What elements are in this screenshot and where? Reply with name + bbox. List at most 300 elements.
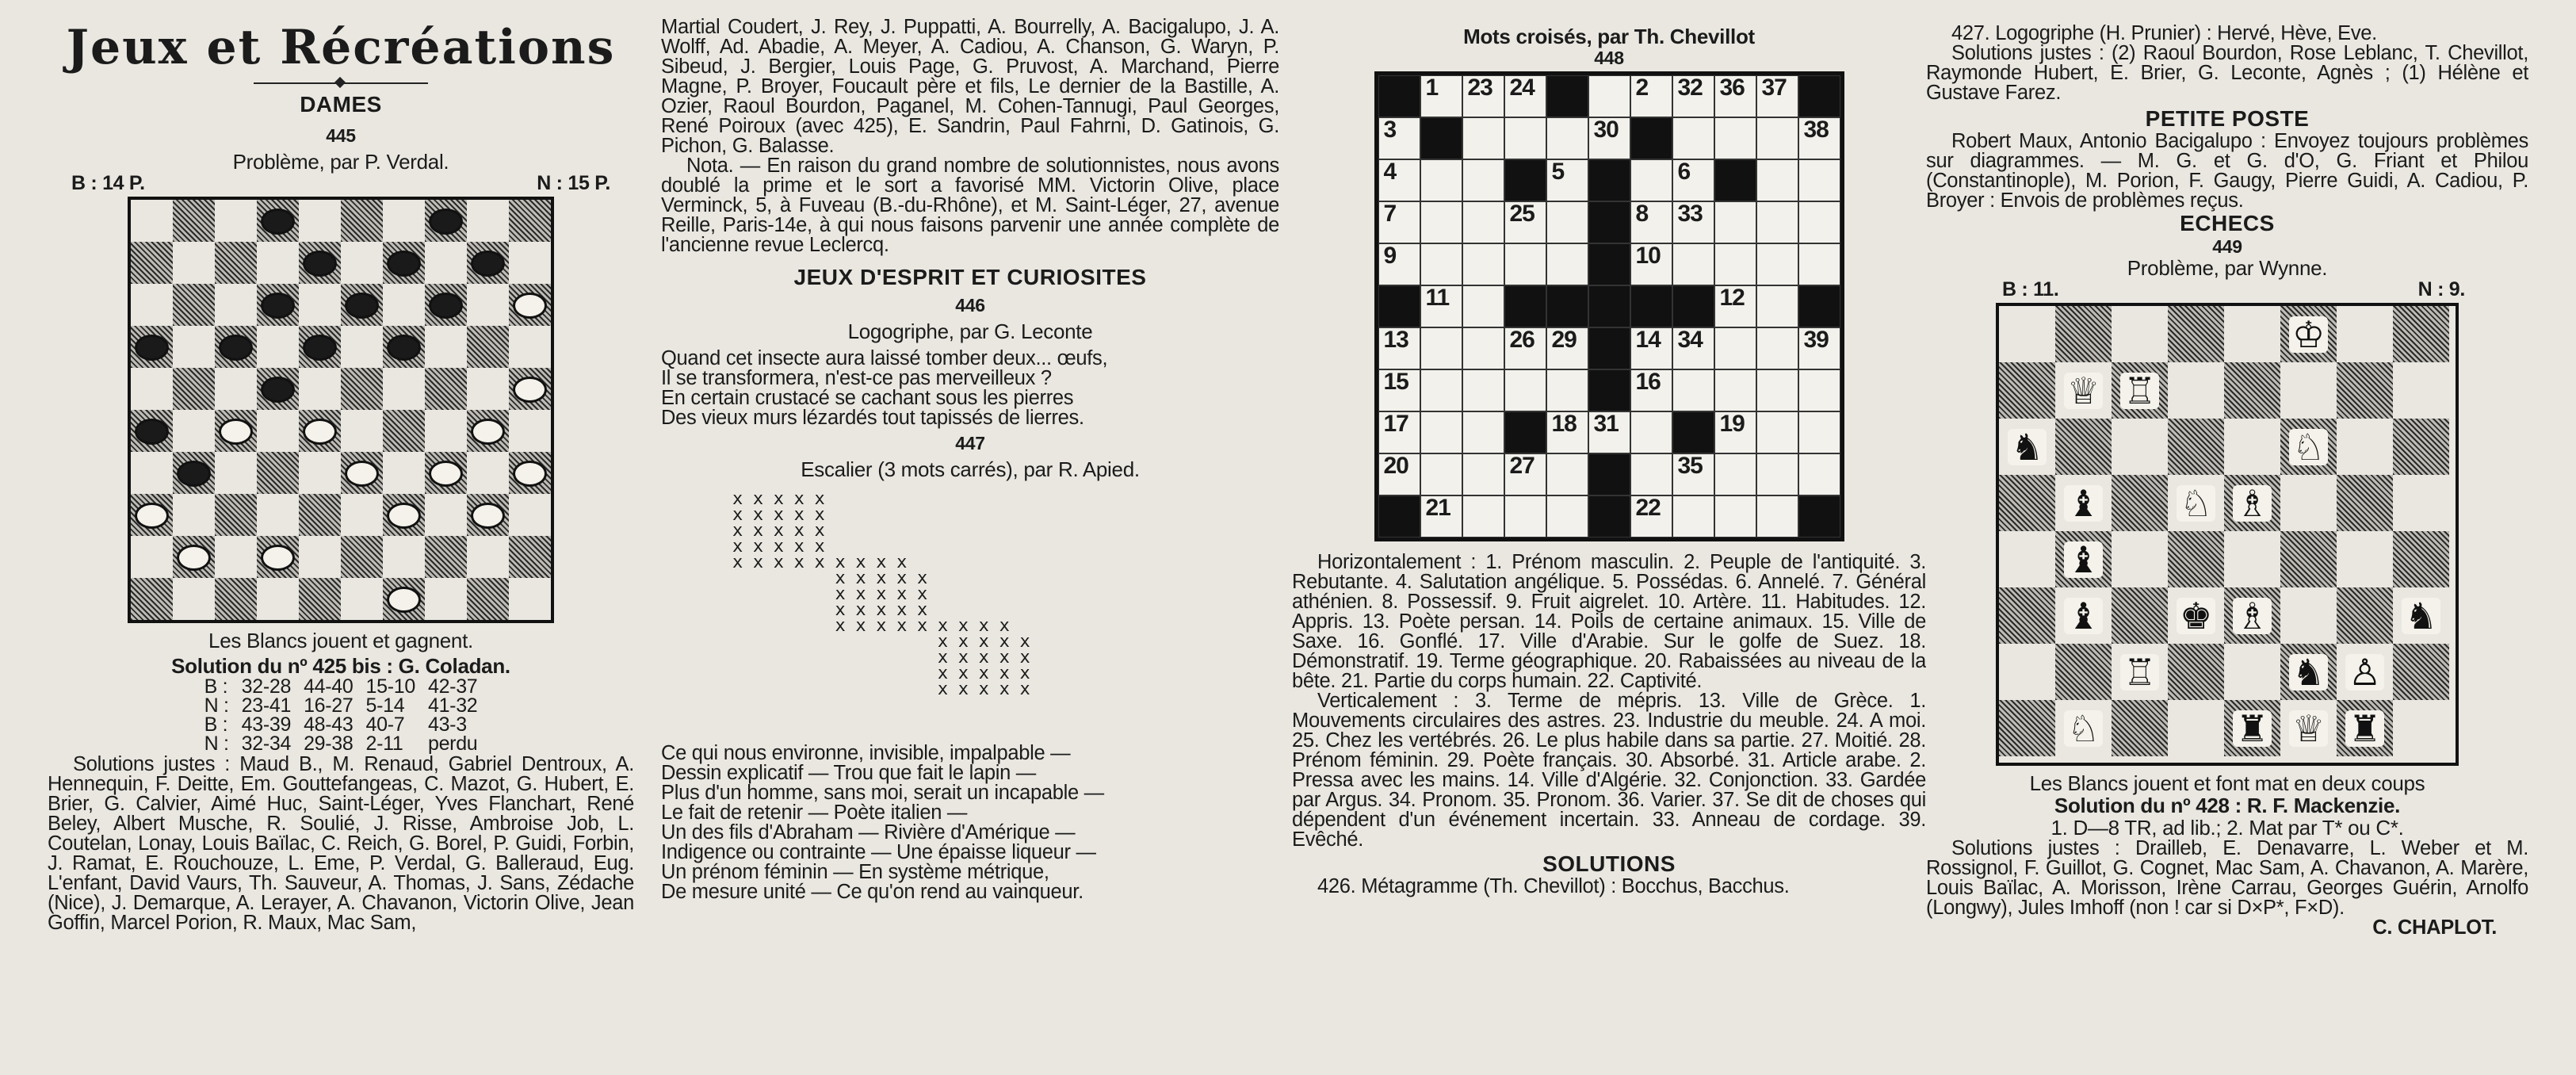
- crossword-cell: [1756, 453, 1798, 495]
- board-square: [257, 326, 299, 368]
- board-square: [383, 200, 425, 242]
- board-square: [383, 284, 425, 326]
- crossword-cell-number: 25: [1509, 201, 1535, 227]
- white-checker-piece: [177, 545, 211, 571]
- crossword-cell: [1756, 411, 1798, 453]
- solution-cell: 48-43: [304, 713, 354, 736]
- crossword-cell-number: 36: [1719, 75, 1745, 101]
- board-square: [341, 494, 383, 536]
- crossword-cell: [1756, 327, 1798, 369]
- crossword-black-cell: [1714, 159, 1756, 201]
- escalier-clues: [661, 744, 1279, 902]
- chess-piece: ♞: [2289, 654, 2328, 691]
- crossword-cell: [1588, 411, 1630, 453]
- crossword-cell: [1462, 117, 1504, 159]
- crossword-cell-number: 33: [1677, 201, 1703, 227]
- title-ornament: [254, 78, 428, 89]
- solvers-continued: Martial Coudert, J. Rey, J. Puppatti, A. Bourrelly, A. Bacigalupo, J. A. Wolff, Ad. Abadie, A. Meyer, A. Cadiou, A. Chanson, G. Waryn, P. Sibeud, J. Bergier, Louis Page, G. Pruvost, A. Marchand, Pierre Magne, P. Broyer, Foucault père et fils, Le dernier de la Bastille, A. Ozier, Raoul Bourdon, Paganel, M. Cohen-Tannugi, Paul Georges, René Poiroux (avec 425), E. Sandrin, Paul Fahrni, D. Gatinois, G. Pichon, G. Balasse.: [661, 16, 1279, 157]
- crossword-cell: [1798, 453, 1840, 495]
- board-square: [173, 242, 215, 284]
- chess-square: [2224, 475, 2280, 531]
- chess-piece: ♜: [2345, 710, 2384, 747]
- crossword-cell: [1462, 327, 1504, 369]
- chess-number: 449: [2212, 236, 2242, 257]
- crossword-cell: [1504, 243, 1546, 285]
- chess-piece: ♕: [2289, 710, 2328, 747]
- chess-square: [2055, 306, 2112, 362]
- chess-square: [2393, 644, 2449, 700]
- crossword-cell: [1462, 201, 1504, 243]
- crossword-cell: [1420, 411, 1462, 453]
- chess-square: [2112, 587, 2168, 644]
- crossword-cell: [1714, 411, 1756, 453]
- crossword-cell: [1672, 159, 1714, 201]
- solution-cell: 29-38: [304, 733, 354, 755]
- crossword-black-cell: [1588, 285, 1630, 327]
- crossword-cell: [1714, 243, 1756, 285]
- crossword-black-cell: [1378, 285, 1420, 327]
- crossword-cell-number: 16: [1635, 369, 1661, 395]
- crossword-cell-number: 27: [1509, 453, 1535, 479]
- chess-piece: ♖: [2120, 654, 2159, 691]
- crossword-cell: [1756, 243, 1798, 285]
- column-mots-croises: [1292, 0, 1926, 1075]
- crossword-cell: [1714, 369, 1756, 411]
- solution-cell: perdu: [427, 733, 478, 755]
- crossword-cell-number: 17: [1383, 411, 1408, 437]
- board-square: [341, 578, 383, 620]
- board-square: [383, 536, 425, 578]
- chess-square: [2112, 700, 2168, 756]
- poem-line: En certain crustacé se cachant sous les pierres: [661, 387, 1074, 409]
- board-square: [425, 536, 467, 578]
- chess-piece: ♔: [2289, 316, 2328, 353]
- crossword-black-cell: [1378, 75, 1420, 117]
- board-square: [467, 284, 509, 326]
- signature: C. CHAPLOT.: [2372, 916, 2497, 939]
- board-square: [299, 494, 341, 536]
- crossword-cell: [1378, 327, 1420, 369]
- nota-text: Nota. — En raison du grand nombre de solutionnistes, nous avons doublé la prime et le sort a favorisé MM. Victorin Olive, place Verminck, 5, à Fuveau (B.-du-Rhône), et M. Saint-Léger, 27, avenue Reille, Paris-14e, à qui nous faisons parvenir une année complète de l'ancienne revue Leclercq.: [661, 155, 1279, 256]
- chess-square: [2224, 306, 2280, 362]
- chess-black-count: N : 9.: [2417, 278, 2465, 300]
- board-square: [215, 452, 257, 494]
- solution-row: [198, 677, 484, 696]
- board-square: [509, 578, 551, 620]
- solution-cell: 44-40: [304, 675, 354, 698]
- crossword-grid: [1374, 71, 1844, 541]
- crossword-black-cell: [1504, 411, 1546, 453]
- crossword-cell: [1504, 327, 1546, 369]
- board-square: [509, 200, 551, 242]
- crossword-cell: [1714, 75, 1756, 117]
- chess-square: [2280, 700, 2337, 756]
- board-square: [383, 410, 425, 452]
- chess-piece: ♝: [2064, 598, 2103, 634]
- poem-line: Quand cet insecte aura laissé tomber deux... œufs,: [661, 347, 1108, 369]
- crossword-cell: [1798, 411, 1840, 453]
- chess-square: [2393, 700, 2449, 756]
- board-square: [299, 368, 341, 410]
- crossword-horizontal: Horizontalement : 1. Prénom masculin. 2. Peuple de l'antiquité. 3. Rebutante. 4. Salutation angélique. 5. Possédas. 6. Annelé. 7. Général athénien. 8. Possessif. 9. Fruit aigrelet. 10. Artère. 11. Habitudes. 12. Appris. 13. Poète persan. 14. Poils de certaine animaux. 15. Ville de Saxe. 16. Gonflé. 17. Ville d'Arabie. Sur le golfe de Suez. 18. Démonstratif. 19. Terme géographique. 20. Rabaissées au niveau de la bête. 21. Partie du corps humain. 22. Captivité.: [1292, 551, 1926, 692]
- black-checker-piece: [303, 251, 337, 277]
- crossword-cell: [1672, 327, 1714, 369]
- crossword-cell-number: 23: [1467, 75, 1492, 101]
- crossword-cell: [1672, 453, 1714, 495]
- crossword-cell: [1504, 453, 1546, 495]
- board-square: [215, 368, 257, 410]
- piece-counts: [48, 173, 634, 193]
- crossword-cell-number: 1: [1425, 75, 1439, 101]
- crossword-cell: [1756, 159, 1798, 201]
- board-square: [173, 368, 215, 410]
- crossword-cell: [1714, 495, 1756, 538]
- board-square: [257, 410, 299, 452]
- board-square: [173, 326, 215, 368]
- crossword-cell: [1462, 369, 1504, 411]
- board-square: [425, 494, 467, 536]
- white-checker-piece: [345, 461, 379, 487]
- white-checker-piece: [429, 461, 463, 487]
- chess-square: [2168, 531, 2224, 587]
- crossword-cell: [1756, 495, 1798, 538]
- solution-cell: 43-3: [427, 713, 467, 736]
- white-checker-piece: [219, 419, 253, 445]
- board-square: [215, 578, 257, 620]
- crossword-cell-number: 18: [1551, 411, 1577, 437]
- white-checker-piece: [387, 503, 421, 529]
- board-square: [299, 284, 341, 326]
- crossword-cell: [1420, 201, 1462, 243]
- chess-square: [2393, 531, 2449, 587]
- board-square: [467, 326, 509, 368]
- solution-cell: B :: [204, 675, 228, 698]
- chess-solution-title: Solution du nº 428 : R. F. Mackenzie.: [2054, 794, 2401, 817]
- chess-piece: ♚: [2177, 598, 2215, 634]
- crossword-cell: [1672, 201, 1714, 243]
- crossword-cell: [1714, 117, 1756, 159]
- crossword-cell-number: 9: [1383, 243, 1397, 269]
- column-echecs: [1926, 0, 2528, 1075]
- dames-heading: DAMES: [300, 92, 382, 117]
- board-square: [215, 536, 257, 578]
- crossword-cell: [1378, 201, 1420, 243]
- chess-square: [2280, 306, 2337, 362]
- crossword-cell: [1378, 117, 1420, 159]
- solution-cell: B :: [204, 713, 228, 736]
- solution-cell: 32-34: [241, 733, 292, 755]
- crossword-black-cell: [1546, 75, 1588, 117]
- crossword-cell: [1504, 201, 1546, 243]
- chess-square: [2280, 475, 2337, 531]
- solution-row: [198, 715, 484, 734]
- number-447: 447: [955, 433, 985, 453]
- crossword-cell: [1672, 495, 1714, 538]
- crossword-black-cell: [1672, 285, 1714, 327]
- board-square: [299, 200, 341, 242]
- chess-square: [2337, 644, 2393, 700]
- board-square: [467, 536, 509, 578]
- board-square: [131, 284, 173, 326]
- checkers-board: [128, 197, 554, 623]
- black-checker-piece: [471, 251, 505, 277]
- board-square: [341, 410, 383, 452]
- chess-square: [2337, 587, 2393, 644]
- chess-piece: ♘: [2289, 429, 2328, 465]
- crossword-cell-number: 37: [1761, 75, 1787, 101]
- chess-piece: ♞: [2402, 598, 2440, 634]
- chess-solution-moves: 1. D—8 TR, ad lib.; 2. Mat par T* ou C*.: [2050, 816, 2404, 840]
- chess-square: [2055, 644, 2112, 700]
- board-square: [173, 494, 215, 536]
- poem-line: Il se transformera, n'est-ce pas merveilleux ?: [661, 367, 1052, 389]
- crossword-cell-number: 22: [1635, 495, 1661, 521]
- chess-square: [2280, 362, 2337, 419]
- crossword-cell-number: 7: [1383, 201, 1397, 227]
- board-square: [383, 368, 425, 410]
- chess-piece: ♝: [2064, 485, 2103, 522]
- crossword-cell-number: 30: [1593, 117, 1619, 143]
- solution-cell: 5-14: [365, 694, 405, 717]
- board-square: [425, 242, 467, 284]
- crossword-cell-number: 31: [1593, 411, 1619, 437]
- crossword-cell-number: 3: [1383, 117, 1397, 143]
- crossword-cell: [1798, 243, 1840, 285]
- crossword-cell: [1756, 117, 1798, 159]
- black-checker-piece: [135, 419, 169, 445]
- board-square: [299, 452, 341, 494]
- chess-square: [2337, 306, 2393, 362]
- solution-cell: 40-7: [365, 713, 405, 736]
- board-square: [173, 578, 215, 620]
- board-square: [467, 452, 509, 494]
- board-square: [215, 284, 257, 326]
- crossword-cell: [1588, 117, 1630, 159]
- crossword-cell: [1630, 75, 1672, 117]
- clue-line: Un prénom féminin — En système métrique,: [661, 861, 1049, 883]
- crossword-cell: [1420, 327, 1462, 369]
- page-title: Jeux et Récréations: [66, 20, 616, 75]
- solution-cell: 2-11: [365, 733, 403, 755]
- crossword-cell: [1630, 327, 1672, 369]
- chess-square: [2224, 362, 2280, 419]
- board-square: [257, 578, 299, 620]
- board-square: [341, 242, 383, 284]
- crossword-cell: [1378, 411, 1420, 453]
- board-square: [131, 200, 173, 242]
- crossword-cell: [1462, 495, 1504, 538]
- crossword-cell: [1420, 243, 1462, 285]
- board-square: [341, 200, 383, 242]
- crossword-number: 448: [1594, 48, 1624, 68]
- chess-square: [2337, 475, 2393, 531]
- black-checker-piece: [219, 335, 253, 361]
- crossword-cell-number: 5: [1551, 159, 1565, 185]
- solution-cell: N :: [204, 733, 229, 755]
- checkers-solution-title: Solution du nº 425 bis : G. Coladan.: [171, 654, 510, 678]
- chess-square: [1999, 419, 2055, 475]
- chess-square: [2112, 306, 2168, 362]
- chess-square: [2393, 306, 2449, 362]
- crossword-cell-number: 29: [1551, 327, 1577, 353]
- chess-square: [2280, 644, 2337, 700]
- crossword-cell: [1630, 243, 1672, 285]
- crossword-black-cell: [1504, 159, 1546, 201]
- crossword-cell: [1546, 453, 1588, 495]
- crossword-cell: [1420, 285, 1462, 327]
- crossword-cell: [1798, 369, 1840, 411]
- chess-square: [2168, 644, 2224, 700]
- crossword-cell: [1798, 327, 1840, 369]
- crossword-cell: [1462, 411, 1504, 453]
- crossword-vertical: Verticalement : 3. Terme de mépris. 13. Ville de Grèce. 1. Mouvements circulaires des astres. 23. Industrie du meuble. 24. A moi. 25. Chez les vertébrés. 26. Le plus habile dans sa partie. 27. Moitié. 28. Prénom féminin. 29. Poète français. 30. Absorbé. 31. Article arabe. 2. Pressa avec les mains. 14. Ville d'Algérie. 32. Conjonction. 33. Gardée par Argus. 34. Pronom. 35. Pronom. 36. Varier. 37. Se dit de choses qui dépendent d'un événement incertain. 33. Anneau de cordage. 39. Evêché.: [1292, 690, 1926, 851]
- white-checker-piece: [513, 377, 547, 403]
- poem-line: Des vieux murs lézardés tout tapissés de lierres.: [661, 407, 1084, 429]
- board-square: [509, 410, 551, 452]
- crossword-cell: [1420, 495, 1462, 538]
- chess-piece: ♞: [2008, 429, 2047, 465]
- solutions-justes-427: Solutions justes : (2) Raoul Bourdon, Rose Leblanc, T. Chevillot, Raymonde Hubert, E. Brier, G. Leconte, Agnès ; (1) Hélène et Gustave Farez.: [1926, 42, 2528, 104]
- chess-piece: ♜: [2233, 710, 2272, 747]
- chess-square: [2168, 419, 2224, 475]
- chess-square: [2055, 587, 2112, 644]
- chess-square: [2393, 362, 2449, 419]
- crossword-cell: [1462, 285, 1504, 327]
- board-square: [215, 494, 257, 536]
- chess-square: [2112, 362, 2168, 419]
- chess-square: [2055, 362, 2112, 419]
- crossword-black-cell: [1378, 495, 1420, 538]
- crossword-cell-number: 20: [1383, 453, 1408, 479]
- crossword-cell: [1420, 159, 1462, 201]
- chess-square: [2337, 700, 2393, 756]
- crossword-cell-number: 15: [1383, 369, 1408, 395]
- chess-square: [2224, 700, 2280, 756]
- crossword-cell: [1756, 75, 1798, 117]
- board-square: [257, 494, 299, 536]
- problem-number: 445: [326, 125, 356, 146]
- crossword-cell-number: 38: [1803, 117, 1829, 143]
- escalier-title: Escalier (3 mots carrés), par R. Apied.: [801, 457, 1140, 481]
- crossword-black-cell: [1588, 495, 1630, 538]
- white-checker-piece: [471, 503, 505, 529]
- logogriphe-title: Logogriphe, par G. Leconte: [847, 319, 1093, 343]
- board-square: [341, 368, 383, 410]
- board-square: [131, 578, 173, 620]
- crossword-cell: [1378, 369, 1420, 411]
- board-square: [131, 368, 173, 410]
- crossword-cell: [1504, 369, 1546, 411]
- chess-caption: Les Blancs jouent et font mat en deux coups: [2029, 771, 2425, 795]
- white-count: B : 14 P.: [71, 172, 145, 194]
- crossword-black-cell: [1588, 243, 1630, 285]
- crossword-cell-number: 21: [1425, 495, 1450, 521]
- board-square: [173, 200, 215, 242]
- crossword-cell: [1504, 117, 1546, 159]
- chess-square: [2168, 700, 2224, 756]
- chess-square: [2337, 362, 2393, 419]
- crossword-cell-number: 8: [1635, 201, 1649, 227]
- board-square: [131, 536, 173, 578]
- white-checker-piece: [303, 419, 337, 445]
- board-square: [425, 368, 467, 410]
- chess-piece: ♗: [2233, 598, 2272, 634]
- board-square: [467, 200, 509, 242]
- logogriphe-poem: [661, 349, 1279, 428]
- crossword-black-cell: [1588, 201, 1630, 243]
- crossword-cell-number: 11: [1425, 285, 1450, 311]
- board-square: [257, 452, 299, 494]
- chess-square: [2112, 531, 2168, 587]
- solution-cell: 16-27: [304, 694, 354, 717]
- crossword-cell: [1378, 243, 1420, 285]
- crossword-cell-number: 4: [1383, 159, 1397, 185]
- crossword-cell: [1630, 453, 1672, 495]
- solution-cell: 43-39: [241, 713, 292, 736]
- crossword-cell: [1546, 495, 1588, 538]
- crossword-title: Mots croisés, par Th. Chevillot: [1463, 25, 1755, 48]
- board-square: [425, 326, 467, 368]
- chess-problem-author: Problème, par Wynne.: [2127, 256, 2328, 280]
- board-square: [299, 578, 341, 620]
- solution-cell: N :: [204, 694, 229, 717]
- chess-square: [2055, 419, 2112, 475]
- petite-poste-text: Robert Maux, Antonio Bacigalupo : Envoyez toujours problèmes sur diagrammes. — M. G. et G. d'O, G. Friant et Philou (Constantinople), M. Porion, F. Gaugy, Pierre Guidi, A. Cadiou, P. Broyer : Envois de problèmes reçus.: [1926, 130, 2528, 212]
- checkers-solvers: Solutions justes : Maud B., M. Renaud, Gabriel Dentroux, A. Hennequin, F. Deitte, Em. Gouttefangeas, C. Mazot, G. Hubert, E. Brier, G. Calvier, Aimé Huc, Saint-Léger, Yves Flanchart, René Beley, Albert Musche, R. Soulié, J. Risse, Ambroise Job, L. Coutelan, Lonay, Louis Baïlac, C. Reich, G. Borel, P. Guidi, Forbin, J. Ramat, E. Rouchouze, L. Eme, P. Verdal, G. Balleraud, Eug. L'enfant, David Vaurs, Th. Sauveur, A. Thomas, J. Sans, Zédache (Nice), J. Demarque, A. Lerayer, A. Chavanon, Victorin Olive, Jean Goffin, Marcel Porion, R. Maux, Mac Sam,: [48, 753, 634, 934]
- chess-square: [2337, 419, 2393, 475]
- crossword-cell: [1378, 453, 1420, 495]
- chess-square: [1999, 531, 2055, 587]
- crossword-cell-number: 6: [1677, 159, 1691, 185]
- chess-square: [2055, 700, 2112, 756]
- crossword-cell: [1630, 201, 1672, 243]
- chess-white-count: B : 11.: [2002, 278, 2059, 300]
- crossword-cell: [1378, 159, 1420, 201]
- chess-square: [2224, 419, 2280, 475]
- black-checker-piece: [261, 293, 295, 319]
- chess-square: [2055, 475, 2112, 531]
- board-square: [467, 578, 509, 620]
- solution-426: 426. Métagramme (Th. Chevillot) : Bocchus, Bacchus.: [1317, 875, 1790, 897]
- column-jeux-esprit: [661, 0, 1279, 1075]
- chess-square: [1999, 362, 2055, 419]
- chess-square: [1999, 587, 2055, 644]
- crossword-cell: [1420, 453, 1462, 495]
- board-square: [425, 410, 467, 452]
- crossword-cell-number: 32: [1677, 75, 1703, 101]
- board-square: [509, 242, 551, 284]
- clue-line: Ce qui nous environne, invisible, impalpable —: [661, 742, 1071, 764]
- checkers-solution-table: [198, 677, 484, 753]
- chess-piece: ♙: [2345, 654, 2384, 691]
- board-square: [509, 494, 551, 536]
- chess-square: [2224, 644, 2280, 700]
- chess-square: [2224, 531, 2280, 587]
- solution-cell: 32-28: [241, 675, 292, 698]
- black-checker-piece: [303, 335, 337, 361]
- crossword-cell: [1672, 75, 1714, 117]
- crossword-cell: [1588, 75, 1630, 117]
- board-square: [341, 536, 383, 578]
- crossword-cell: [1546, 411, 1588, 453]
- crossword-cell: [1546, 327, 1588, 369]
- chess-piece: ♘: [2064, 710, 2103, 747]
- solutions-heading: SOLUTIONS: [1542, 851, 1676, 876]
- crossword-cell: [1546, 159, 1588, 201]
- chess-piece: ♕: [2064, 373, 2103, 409]
- crossword-cell: [1630, 159, 1672, 201]
- crossword-cell-number: 10: [1635, 243, 1661, 269]
